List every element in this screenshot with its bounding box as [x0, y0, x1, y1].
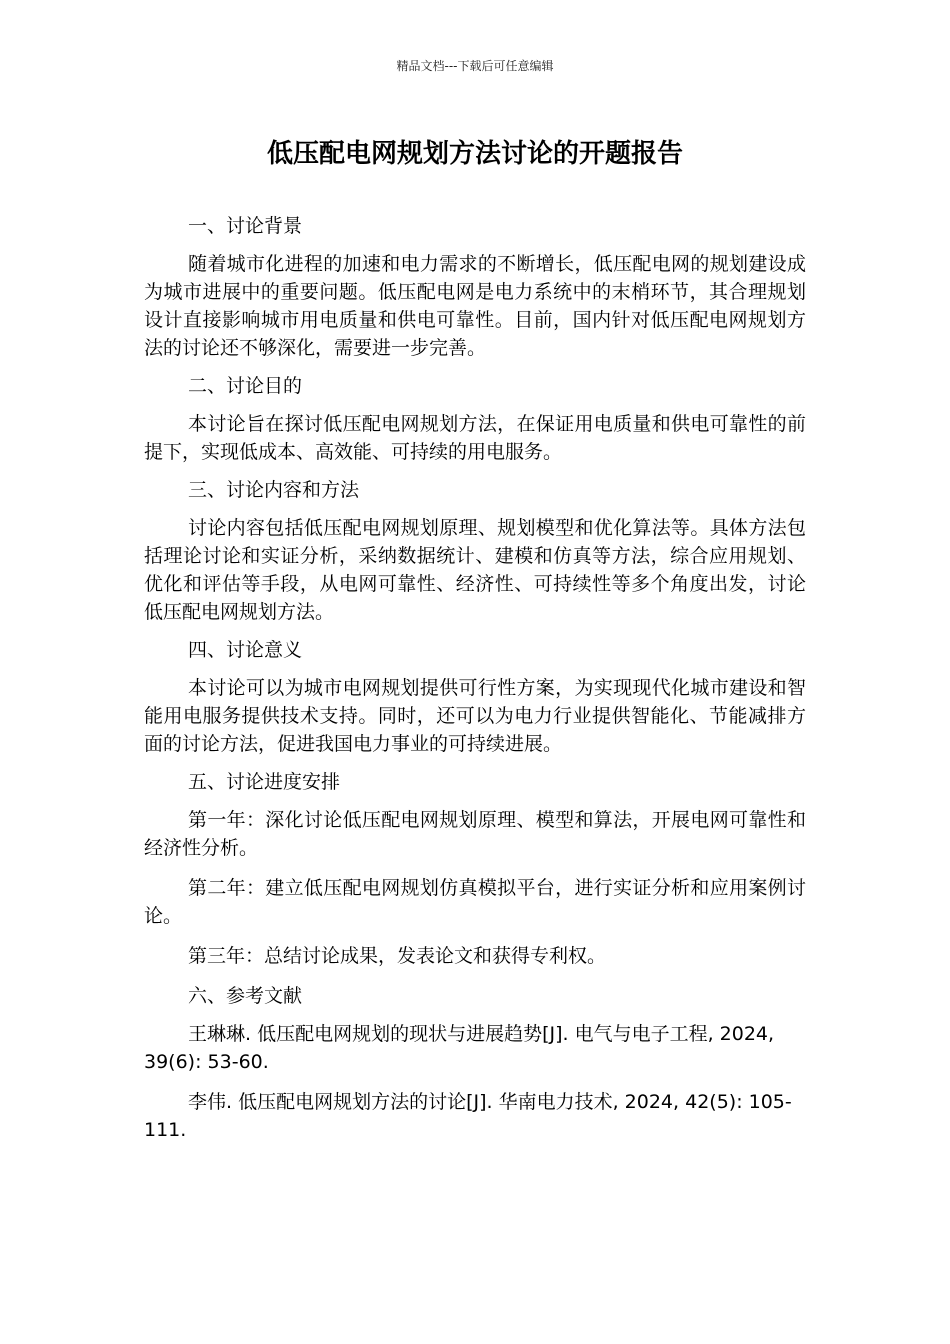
- paragraph-schedule-year-2: 第二年：建立低压配电网规划仿真模拟平台，进行实证分析和应用案例讨论。: [144, 877, 806, 927]
- paragraph-purpose: 本讨论旨在探讨低压配电网规划方法，在保证用电质量和供电可靠性的前提下，实现低成本、高效能、可持续的用电服务。: [144, 413, 806, 463]
- section-heading-content-methods: 三、讨论内容和方法: [188, 479, 360, 501]
- page-header: 精品文档---下载后可任意编辑: [396, 59, 554, 73]
- paragraph-schedule-year-1: 第一年：深化讨论低压配电网规划原理、模型和算法，开展电网可靠性和经济性分析。: [144, 809, 806, 859]
- section-heading-background: 一、讨论背景: [188, 215, 303, 237]
- paragraph-background: 随着城市化进程的加速和电力需求的不断增长，低压配电网的规划建设成为城市进展中的重要问题。低压配电网是电力系统中的末梢环节，其合理规划设计直接影响城市用电质量和供电可靠性。目前，国内针对低压配电网规划方法的讨论还不够深化，需要进一步完善。: [144, 253, 806, 359]
- paragraph-significance: 本讨论可以为城市电网规划提供可行性方案，为实现现代化城市建设和智能用电服务提供技术支持。同时，还可以为电力行业提供智能化、节能减排方面的讨论方法，促进我国电力事业的可持续进展。: [144, 677, 806, 755]
- reference-item-1: 王琳琳. 低压配电网规划的现状与进展趋势[J]. 电气与电子工程, 2024, 39(6): 53-60.: [144, 1023, 775, 1073]
- document-body: [144, 212, 806, 1156]
- section-heading-purpose: 二、讨论目的: [188, 375, 303, 397]
- paragraph-schedule-year-3: 第三年：总结讨论成果，发表论文和获得专利权。: [188, 945, 607, 967]
- section-heading-schedule: 五、讨论进度安排: [188, 771, 341, 793]
- section-heading-significance: 四、讨论意义: [188, 639, 303, 661]
- document-title: 低压配电网规划方法讨论的开题报告: [266, 139, 683, 169]
- section-heading-references: 六、参考文献: [188, 985, 303, 1007]
- paragraph-content-methods: 讨论内容包括低压配电网规划原理、规划模型和优化算法等。具体方法包括理论讨论和实证分析，采纳数据统计、建模和仿真等方法，综合应用规划、优化和评估等手段，从电网可靠性、经济性、可持续性等多个角度出发，讨论低压配电网规划方法。: [144, 517, 806, 623]
- reference-item-2: 李伟. 低压配电网规划方法的讨论[J]. 华南电力技术, 2024, 42(5): 105-111.: [144, 1091, 792, 1141]
